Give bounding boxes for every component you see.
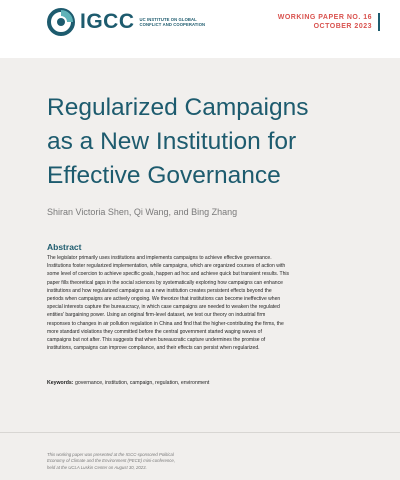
abstract-line: special interests capture the bureaucracy, in which case campaigns are needed to weaken the regulated [47,304,280,311]
note-line: This working paper was presented at the IGCC-sponsored Political [47,452,174,457]
abstract-line: some level of coercion to achieve specific goals, happen ad hoc and achieve quick but transient results. This [47,271,290,278]
authors: Shiran Victoria Shen, Qi Wang, and Bing Zhang [47,207,238,217]
abstract-line: institutions and how regularized campaigns as a new institution creates persistent effects beyond the [47,287,272,294]
abstract-line: campaigns but not after. This suggests that when bureaucratic capture undermines the promise of [47,337,266,344]
keywords-text: governance, institution, campaign, regulation, environment [74,380,210,386]
abstract-line: paper fills theoretical gaps in the social sciences by systematically exploring how campaigns can enhance [47,279,283,286]
igcc-logo [47,9,220,35]
abstract-line: entities' bargaining power. Using an original firm-level dataset, we test our theory on industrial firm [47,312,266,319]
igcc-logo-icon [47,8,75,36]
abstract-line: The legislator primarily uses institutions and implements campaigns to achieve effective governance. [47,255,272,261]
abstract-line: periods when campaigns are actively ongoing. We theorize that institutions can become ineffective when [47,296,281,303]
presentation-note [47,452,175,471]
title-line: Regularized Campaigns [47,94,309,121]
logo-subtitle-line: UC INSTITUTE ON GLOBAL [139,17,197,22]
keywords [47,380,353,386]
title-line: Effective Governance [47,162,281,189]
abstract-heading: Abstract [47,242,82,252]
abstract-line: more standard violations they committed before the central government started waging waves of [47,328,262,335]
logo-wordmark: IGCC [80,10,135,33]
header [0,0,400,58]
logo-subtitle [140,17,220,27]
accent-bar [378,13,380,31]
logo-subtitle-line: CONFLICT AND COOPERATION [139,22,206,27]
note-line: held at the UCLA Luskin Center on August 30, 2023. [47,464,147,470]
abstract-line: responses to changes in air pollution regulation in China and find that the higher-contributing the firms, the [47,320,284,327]
paper-title [47,91,367,193]
working-paper-date: OCTOBER 2023 [313,23,372,30]
abstract-line: institutions, campaigns can improve compliance, and their effects can persist when regularized. [47,345,260,352]
working-paper-number: WORKING PAPER NO. 16 [277,14,372,21]
note-line: Economy of Climate and the Environment (PECE) mini-conference, [47,458,176,464]
working-paper-label [278,13,372,31]
title-line: as a New Institution for [47,128,297,155]
divider [0,432,400,433]
keywords-label: Keywords: [47,380,74,386]
abstract-body [47,254,353,352]
abstract-line: Institutions foster regularized implementation, while campaigns, which are organized courses of action with [47,263,286,270]
